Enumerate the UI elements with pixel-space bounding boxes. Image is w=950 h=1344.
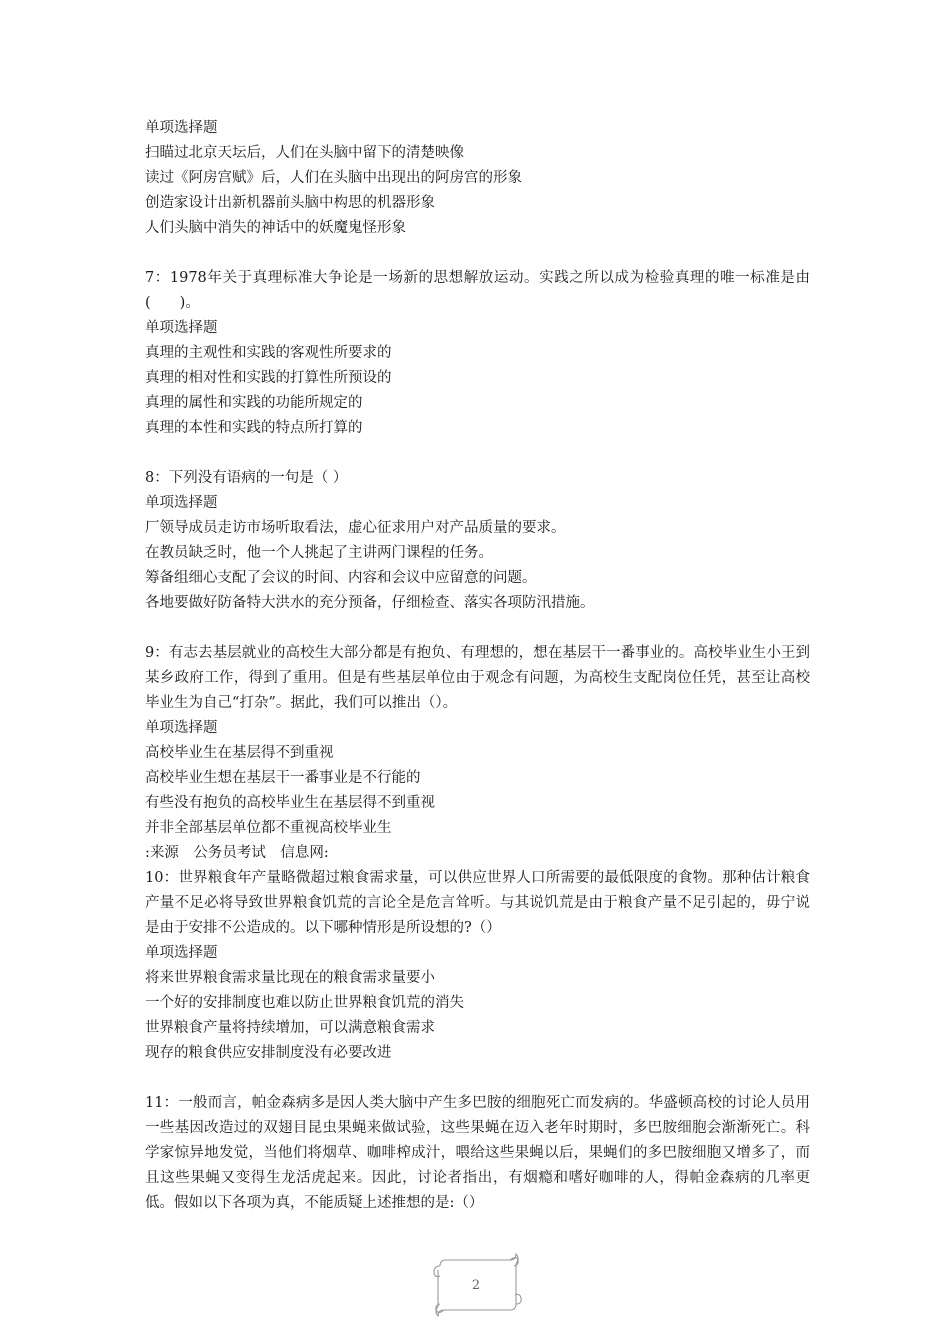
option-c: 世界粮食产量将持续增加，可以满意粮食需求	[145, 1020, 435, 1036]
option-d: 真理的本性和实践的特点所打算的	[145, 420, 363, 436]
option-d: 人们头脑中消失的神话中的妖魔鬼怪形象	[145, 220, 406, 236]
option-d: 并非全部基层单位都不重视高校毕业生	[145, 820, 392, 836]
question-stem: 9：有志去基层就业的高校生大部分都是有抱负、有理想的，想在基层干一番事业的。高校毕业生小王到某乡政府工作，得到了重用。但是有些基层单位由于观念有问题，为高校生支配岗位任凭，甚至让高校毕业生为自己“打杂”。据此，我们可以推出（）。	[145, 645, 810, 711]
question-type-label: 单项选择题	[145, 120, 218, 136]
option-b: 读过《阿房宫赋》后，人们在头脑中出现出的阿房宫的形象	[145, 170, 522, 186]
question-6-tail	[145, 116, 810, 241]
question-9	[145, 641, 810, 841]
option-a: 真理的主观性和实践的客观性所要求的	[145, 345, 392, 361]
option-b: 在教员缺乏时，他一个人挑起了主讲两门课程的任务。	[145, 545, 493, 561]
option-c: 真理的属性和实践的功能所规定的	[145, 395, 363, 411]
question-type-label: 单项选择题	[145, 320, 218, 336]
option-c: 创造家设计出新机器前头脑中构思的机器形象	[145, 195, 435, 211]
option-b: 高校毕业生想在基层干一番事业是不行能的	[145, 770, 421, 786]
question-type-label: 单项选择题	[145, 720, 218, 736]
question-stem: 7：1978年关于真理标准大争论是一场新的思想解放运动。实践之所以成为检验真理的唯一标准是由( )。	[145, 270, 810, 311]
option-d: 各地要做好防备特大洪水的充分预备，仔细检查、落实各项防汛措施。	[145, 595, 595, 611]
question-type-label: 单项选择题	[145, 945, 218, 961]
question-stem: 10：世界粮食年产量略微超过粮食需求量，可以供应世界人口所需要的最低限度的食物。那种估计粮食产量不足必将导致世界粮食饥荒的言论全是危言耸听。与其说饥荒是由于粮食产量不足引起的，毋宁说是由于安排不公造成的。以下哪种情形是所设想的?（）	[145, 870, 810, 936]
question-stem: 11：一般而言，帕金森病多是因人类大脑中产生多巴胺的细胞死亡而发病的。华盛顿高校的讨论人员用一些基因改造过的双翅目昆虫果蝇来做试验，这些果蝇在迈入老年时期时，多巴胺细胞会渐渐死亡。科学家惊异地发觉，当他们将烟草、咖啡榨成汁，喂给这些果蝇以后，果蝇们的多巴胺细胞又增多了，而且这些果蝇又变得生龙活虎起来。因此，讨论者指出，有烟瘾和嗜好咖啡的人，得帕金森病的几率更低。假如以下各项为真，不能质疑上述推想的是:（）	[145, 1095, 810, 1211]
question-8	[145, 466, 810, 616]
question-7	[145, 266, 810, 441]
question-10	[145, 866, 810, 1066]
option-a: 厂领导成员走访市场听取看法，虚心征求用户对产品质量的要求。	[145, 520, 566, 536]
option-d: 现存的粮食供应安排制度没有必要改进	[145, 1045, 392, 1061]
option-a: 将来世界粮食需求量比现在的粮食需求量要小	[145, 970, 435, 986]
option-b: 一个好的安排制度也难以防止世界粮食饥荒的消失	[145, 995, 464, 1011]
option-a: 高校毕业生在基层得不到重视	[145, 745, 334, 761]
page-number-ornament	[430, 1252, 522, 1322]
option-b: 真理的相对性和实践的打算性所预设的	[145, 370, 392, 386]
question-type-label: 单项选择题	[145, 495, 218, 511]
option-a: 扫瞄过北京天坛后，人们在头脑中留下的清楚映像	[145, 145, 464, 161]
option-c: 有些没有抱负的高校毕业生在基层得不到重视	[145, 795, 435, 811]
document-body	[145, 116, 810, 1216]
page-number: 2	[471, 1278, 481, 1293]
source-line: :来源 公务员考试 信息网:	[145, 845, 329, 861]
question-11	[145, 1091, 810, 1216]
option-c: 筹备组细心支配了会议的时间、内容和会议中应留意的问题。	[145, 570, 537, 586]
question-stem: 8：下列没有语病的一句是（ ）	[145, 470, 348, 486]
